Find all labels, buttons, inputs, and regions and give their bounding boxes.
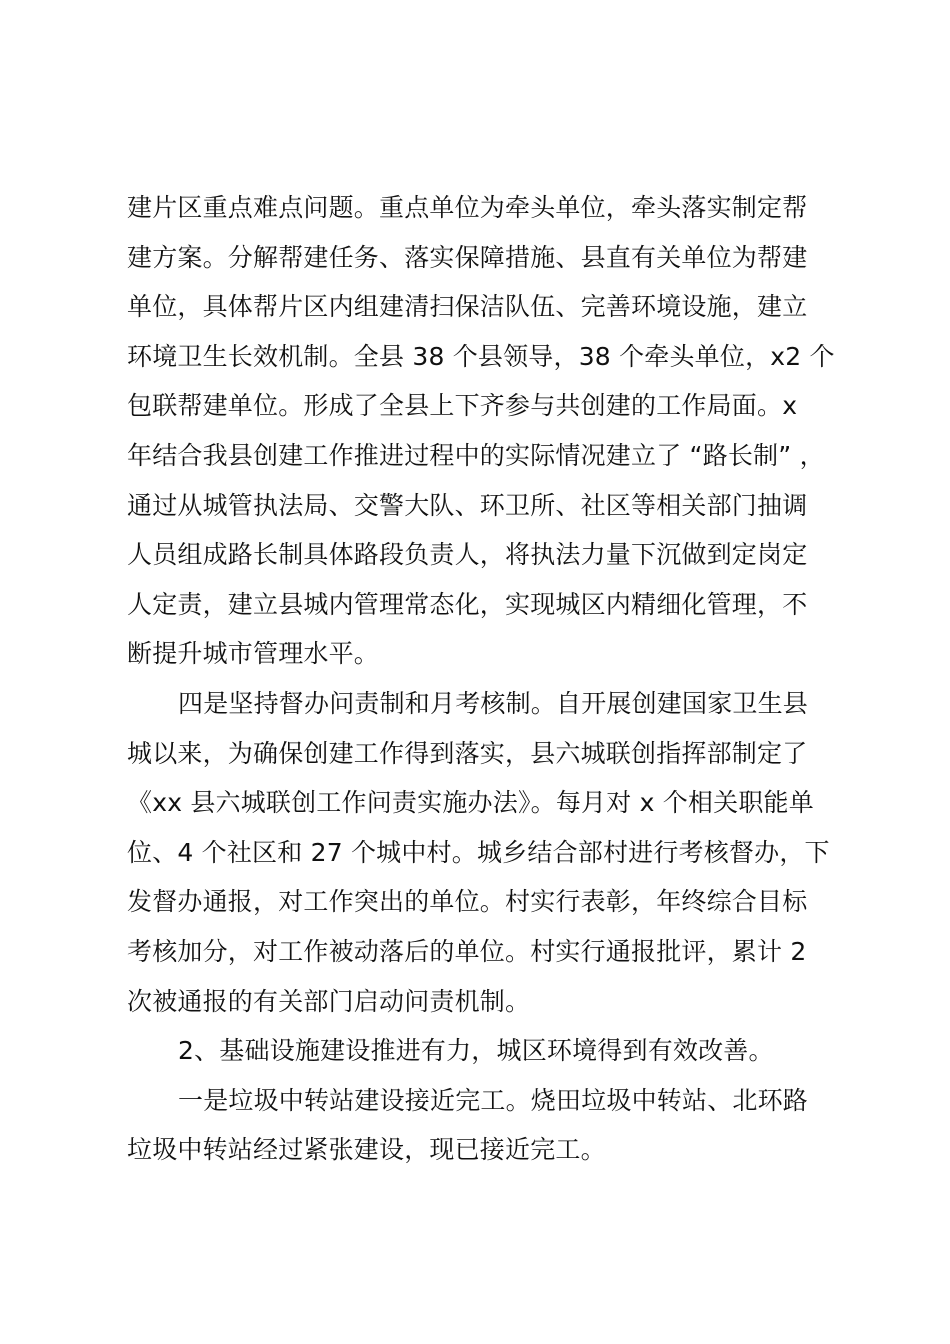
- text-line: 建片区重点难点问题。重点单位为牵头单位，牵头落实制定帮: [127, 193, 808, 222]
- paragraph-intro-continuation: [127, 183, 847, 679]
- text-line-first: 四是坚持督办问责制和月考核制。自开展创建国家卫生县: [178, 688, 809, 718]
- section-heading-line: 2、基础设施建设推进有力，城区环境得到有效改善。: [178, 1036, 774, 1066]
- text-line: 次被通报的有关部门启动问责机制。: [127, 986, 531, 1016]
- document-body: [127, 183, 847, 1175]
- text-line: 城以来，为确保创建工作得到落实，县六城联创指挥部制定了: [127, 738, 808, 768]
- text-line: 发督办通报，对工作突出的单位。村实行表彰，年终综合目标: [127, 887, 808, 917]
- text-line: 通过从城管执法局、交警大队、环卫所、社区等相关部门抽调: [127, 490, 808, 520]
- text-line: 位、4 个社区和 27 个城中村。城乡结合部村进行考核督办，下: [127, 837, 830, 867]
- text-line-first: 一是垃圾中转站建设接近完工。烧田垃圾中转站、北环路: [178, 1085, 809, 1115]
- text-line: 《xx 县六城联创工作问责实施办法》。每月对 x 个相关职能单: [127, 788, 814, 818]
- paragraph-section-2-heading: [127, 1026, 847, 1076]
- text-line: 建方案。分解帮建任务、落实保障措施、县直有关单位为帮建: [127, 242, 808, 272]
- text-line: 环境卫生长效机制。全县 38 个县领导，38 个牵头单位，x2 个: [127, 341, 835, 371]
- text-line: 断提升城市管理水平。: [127, 639, 380, 669]
- text-line: 单位，具体帮片区内组建清扫保洁队伍、完善环境设施，建立: [127, 292, 808, 322]
- text-line: 垃圾中转站经过紧张建设，现已接近完工。: [127, 1135, 606, 1165]
- text-line: 人员组成路长制具体路段负责人，将执法力量下沉做到定岗定: [127, 540, 808, 570]
- text-line: 考核加分，对工作被动落后的单位。村实行通报批评，累计 2: [127, 936, 807, 966]
- paragraph-supervision-accountability: [127, 679, 847, 1026]
- paragraph-transfer-station: [127, 1076, 847, 1175]
- text-line: 年结合我县创建工作推进过程中的实际情况建立了 “路长制” ，: [127, 440, 825, 470]
- text-line: 人定责，建立县城内管理常态化，实现城区内精细化管理，不: [127, 589, 808, 619]
- text-line: 包联帮建单位。形成了全县上下齐参与共创建的工作局面。x: [127, 391, 798, 421]
